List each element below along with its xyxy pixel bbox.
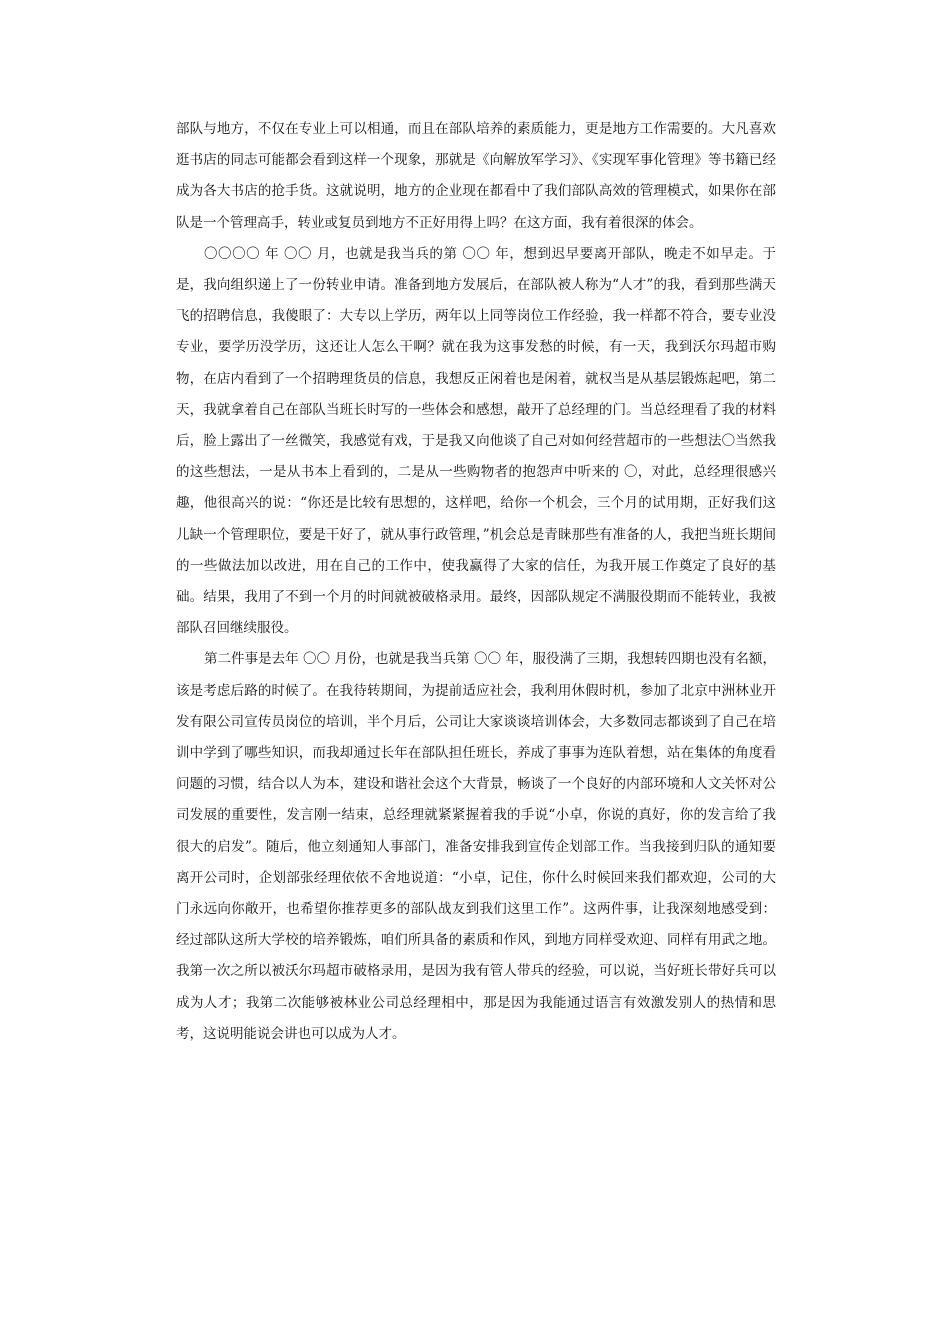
paragraph-3: 第二件事是去年 〇〇 月份，也就是我当兵第 〇〇 年，服役满了三期，我想转四期也没有名额，该是考虑后路的时候了。在我待转期间，为提前适应社会，我利用休假时机，参加了北京中洲林业开发有限公司宣传员岗位的培训，半个月后，公司让大家谈谈培训体会，大多数同志都谈到了自己在培训中学到了哪些知识，而我却通过长年在部队担任班长，养成了事事为连队着想，站在集体的角度看问题的习惯，结合以人为本，建设和谐社会这个大背景，畅谈了一个良好的内部环境和人文关怀对公司发展的重要性，发言刚一结束，总经理就紧紧握着我的手说“小卓，你说的真好，你的发言给了我很大的启发”。随后，他立刻通知人事部门，准备安排我到宣传企划部工作。当我接到归队的通知要离开公司时，企划部张经理依依不舍地说道：“小卓，记住，你什么时候回来我们都欢迎，公司的大门永远向你敞开，也希望你推荐更多的部队战友到我们这里工作”。这两件事，让我深刻地感受到：经过部队这所大学校的培养锻炼，咱们所具备的素质和作风，到地方同样受欢迎、同样有用武之地。我第一次之所以被沃尔玛超市破格录用，是因为我有管人带兵的经验，可以说，当好班长带好兵可以成为人才；我第二次能够被林业公司总经理相中，那是因为我能通过语言有效激发别人的热情和思考，这说明能说会讲也可以成为人才。 — [176, 651, 776, 1042]
paragraph-1: 部队与地方，不仅在专业上可以相通，而且在部队培养的素质能力，更是地方工作需要的。大凡喜欢逛书店的同志可能都会看到这样一个现象，那就是《向解放军学习》、《实现军事化管理》等书籍已经成为各大书店的抢手货。这就说明，地方的企业现在都看中了我们部队高效的管理模式，如果你在部队是一个管理高手，转业或复员到地方不正好用得上吗？在这方面，我有着很深的体会。 — [176, 121, 776, 231]
paragraph-2: 〇〇〇〇 年 〇〇 月，也就是我当兵的第 〇〇 年，想到迟早要离开部队，晚走不如早走。于是，我向组织递上了一份转业申请。准备到地方发展后，在部队被人称为“人才”的我，看到那些满天飞的招聘信息，我傻眼了：大专以上学历，两年以上同等岗位工作经验，我一样都不符合，要专业没专业，要学历没学历，这还让人怎么干啊？就在我为这事发愁的时候，有一天，我到沃尔玛超市购物，在店内看到了一个招聘理货员的信息，我想反正闲着也是闲着，就权当是从基层锻炼起吧，第二天，我就拿着自己在部队当班长时写的一些体会和感想，敲开了总经理的门。当总经理看了我的材料后，脸上露出了一丝微笑，我感觉有戏，于是我又向他谈了自己对如何经营超市的一些想法〇当然我的这些想法，一是从书本上看到的，二是从一些购物者的抱怨声中听来的 〇，对此，总经理很感兴趣，他很高兴的说：“你还是比较有思想的，这样吧，给你一个机会，三个月的试用期，正好我们这儿缺一个管理职位，要是干好了，就从事行政管理，”机会总是青睐那些有准备的人，我把当班长期间的一些做法加以改进，用在自己的工作中，使我赢得了大家的信任，为我开展工作奠定了良好的基础。结果，我用了不到一个月的时间就被破格录用。最终，因部队规定不满服役期而不能转业，我被部队召回继续服役。 — [176, 245, 776, 637]
document-body — [176, 114, 776, 1050]
